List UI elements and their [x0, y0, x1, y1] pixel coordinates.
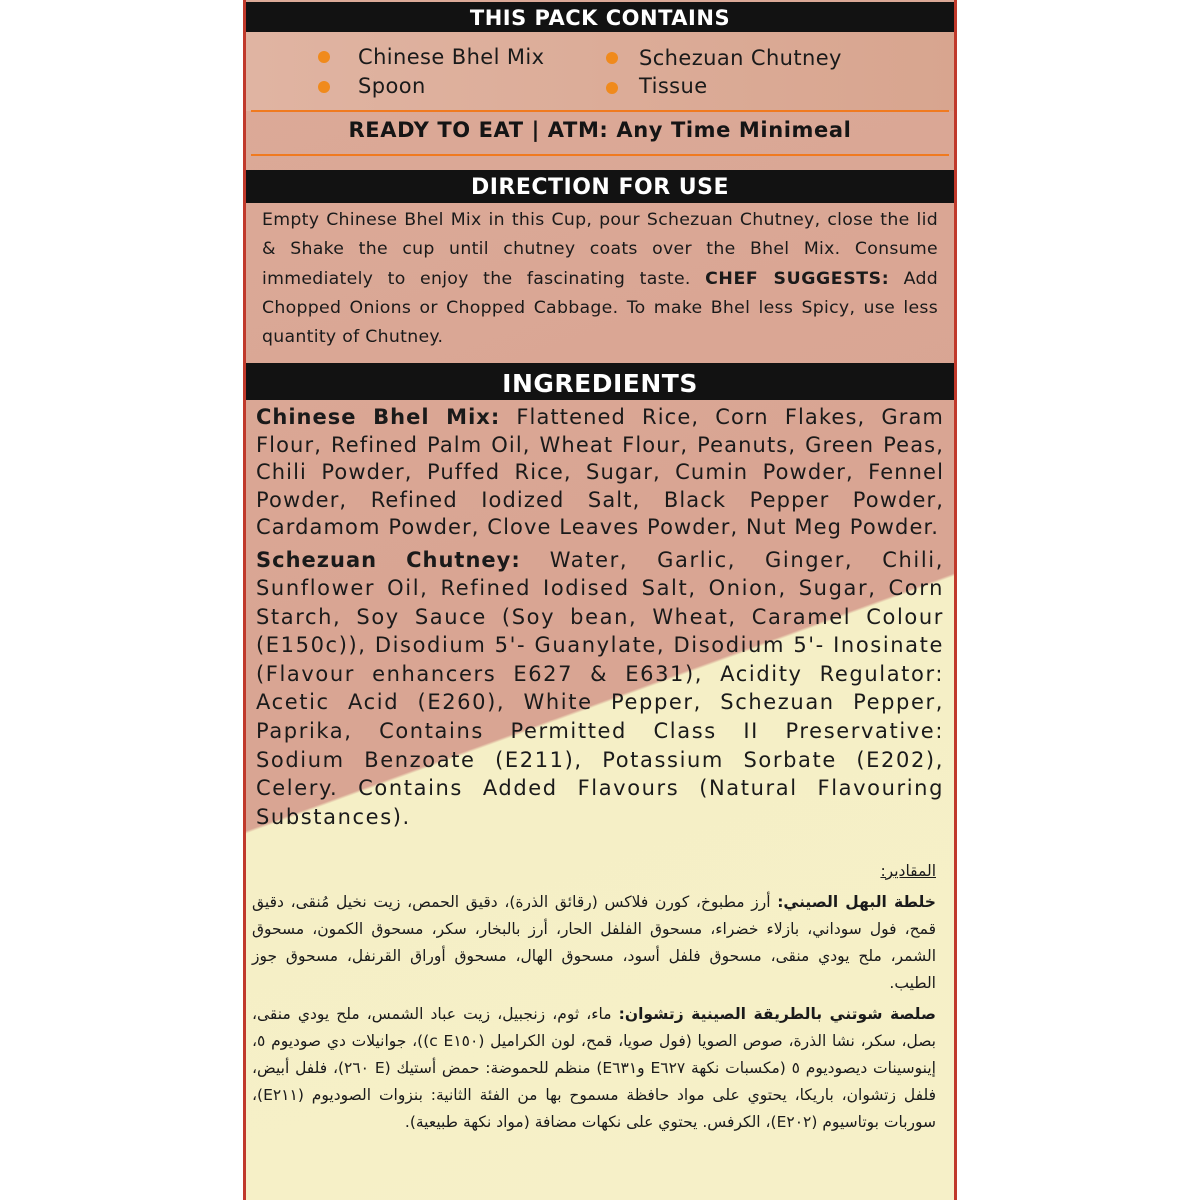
bhel-mix-label: Chinese Bhel Mix: — [256, 405, 501, 429]
arabic-bhel-text: أرز مطبوخ، كورن فلاكس (رقائق الذرة)، دقيق الحمص، زيت نخيل مُنقى، دقيق قمح، فول سوداني، بازلاء خضراء، مسحوق الفلفل الحار، أرز بالبخار، سكر، مسحوق الكمون، مسحوق الشمر، ملح يودي منقى، مسحوق فلفل أسود، مسحوق الهال، مسحوق أوراق القرنفل، مسحوق جوز الطيب. — [252, 893, 936, 992]
pack-contents-list — [246, 32, 954, 111]
ingredients-english — [256, 404, 944, 835]
chutney-text: Water, Garlic, Ginger, Chili, Sunflower Oil, Refined Iodised Salt, Onion, Sugar, Corn Starch, Soy Sauce (Soy bean, Wheat, Caramel Colour (E150c)), Disodium 5'- Guanylate, Disodium 5'- Inosinate (Flavour enhancers E627 & E631), Acidity Regulator: Acetic Acid (E260), White Pepper, Schezuan Pepper, Paprika, Contains Permitted Class II Preservative: Sodium Benzoate (E211), Potassium Sorbate (E202), Celery. Contains Added Flavours (Natural Flavouring Substances). — [256, 547, 944, 829]
arabic-bhel-mix — [252, 889, 936, 997]
bhel-mix-ingredients — [256, 404, 944, 542]
bullet-icon — [606, 82, 618, 94]
separator-line — [251, 110, 949, 112]
pack-item: Schezuan Chutney — [639, 46, 842, 70]
pack-item: Chinese Bhel Mix — [358, 45, 545, 69]
chef-suggests-label: CHEF SUGGESTS: — [705, 268, 890, 289]
ingredients-heading: INGREDIENTS — [246, 363, 954, 400]
pack-item: Tissue — [639, 74, 708, 98]
chef-suggests-text: Add Chopped Onions or Chopped Cabbage. To make Bhel less Spicy, use less quantity of Chutney. — [262, 268, 938, 348]
chutney-label: Schezuan Chutney: — [256, 547, 521, 572]
separator-line — [251, 154, 949, 156]
arabic-chutney-label: صلصة شوتني بالطريقة الصينية زتشوان: — [618, 1005, 936, 1023]
direction-text — [262, 206, 938, 352]
label-panel — [243, 0, 957, 1200]
arabic-chutney — [252, 1001, 936, 1136]
direction-body: Empty Chinese Bhel Mix in this Cup, pour Schezuan Chutney, close the lid & Shake the cup until chutney coats over the Bhel Mix. Consume immediately to enjoy the fascinating taste. — [262, 210, 938, 289]
bullet-icon — [606, 52, 618, 64]
direction-heading: DIRECTION FOR USE — [246, 170, 954, 203]
chutney-ingredients — [256, 546, 944, 832]
pack-item: Spoon — [358, 74, 426, 98]
arabic-ingredients-heading: المقادير: — [880, 862, 936, 880]
ready-to-eat-tagline: READY TO EAT | ATM: Any Time Minimeal — [348, 118, 852, 142]
bullet-icon — [318, 81, 330, 93]
pack-contents-heading: THIS PACK CONTAINS — [246, 2, 954, 32]
arabic-chutney-text: ماء، ثوم، زنجبيل، زيت عباد الشمس، ملح يودي منقى، بصل، سكر، نشا الذرة، صوص الصويا (فول صويا، قمح، لون الكراميل (E١٥٠ c))، جوانيلات دي صوديوم ٥، إينوسينات ديصوديوم ٥ (مكسبات نكهة E٦٢٧ وE٦٣١) منظم للحموضة: حمض أستيك (E ٢٦٠)، فلفل أبيض، فلفل زتشوان، باريكا، يحتوي على مواد حافظة مسموح بها من الفئة الثانية: بنزوات الصوديوم (E٢١١)، سوربات بوتاسيوم (E٢٠٢)، الكرفس. يحتوي على نكهات مضافة (مواد نكهة طبيعية). — [252, 1005, 936, 1131]
arabic-bhel-label: خلطة البهل الصيني: — [777, 893, 936, 911]
ingredients-arabic — [252, 858, 936, 1140]
bhel-mix-text: Flattened Rice, Corn Flakes, Gram Flour, Refined Palm Oil, Wheat Flour, Peanuts, Green Peas, Chili Powder, Puffed Rice, Sugar, Cumin Powder, Fennel Powder, Refined Iodized Salt, Black Pepper Powder, Cardamom Powder, Clove Leaves Powder, Nut Meg Powder. — [256, 405, 944, 539]
bullet-icon — [318, 51, 330, 63]
